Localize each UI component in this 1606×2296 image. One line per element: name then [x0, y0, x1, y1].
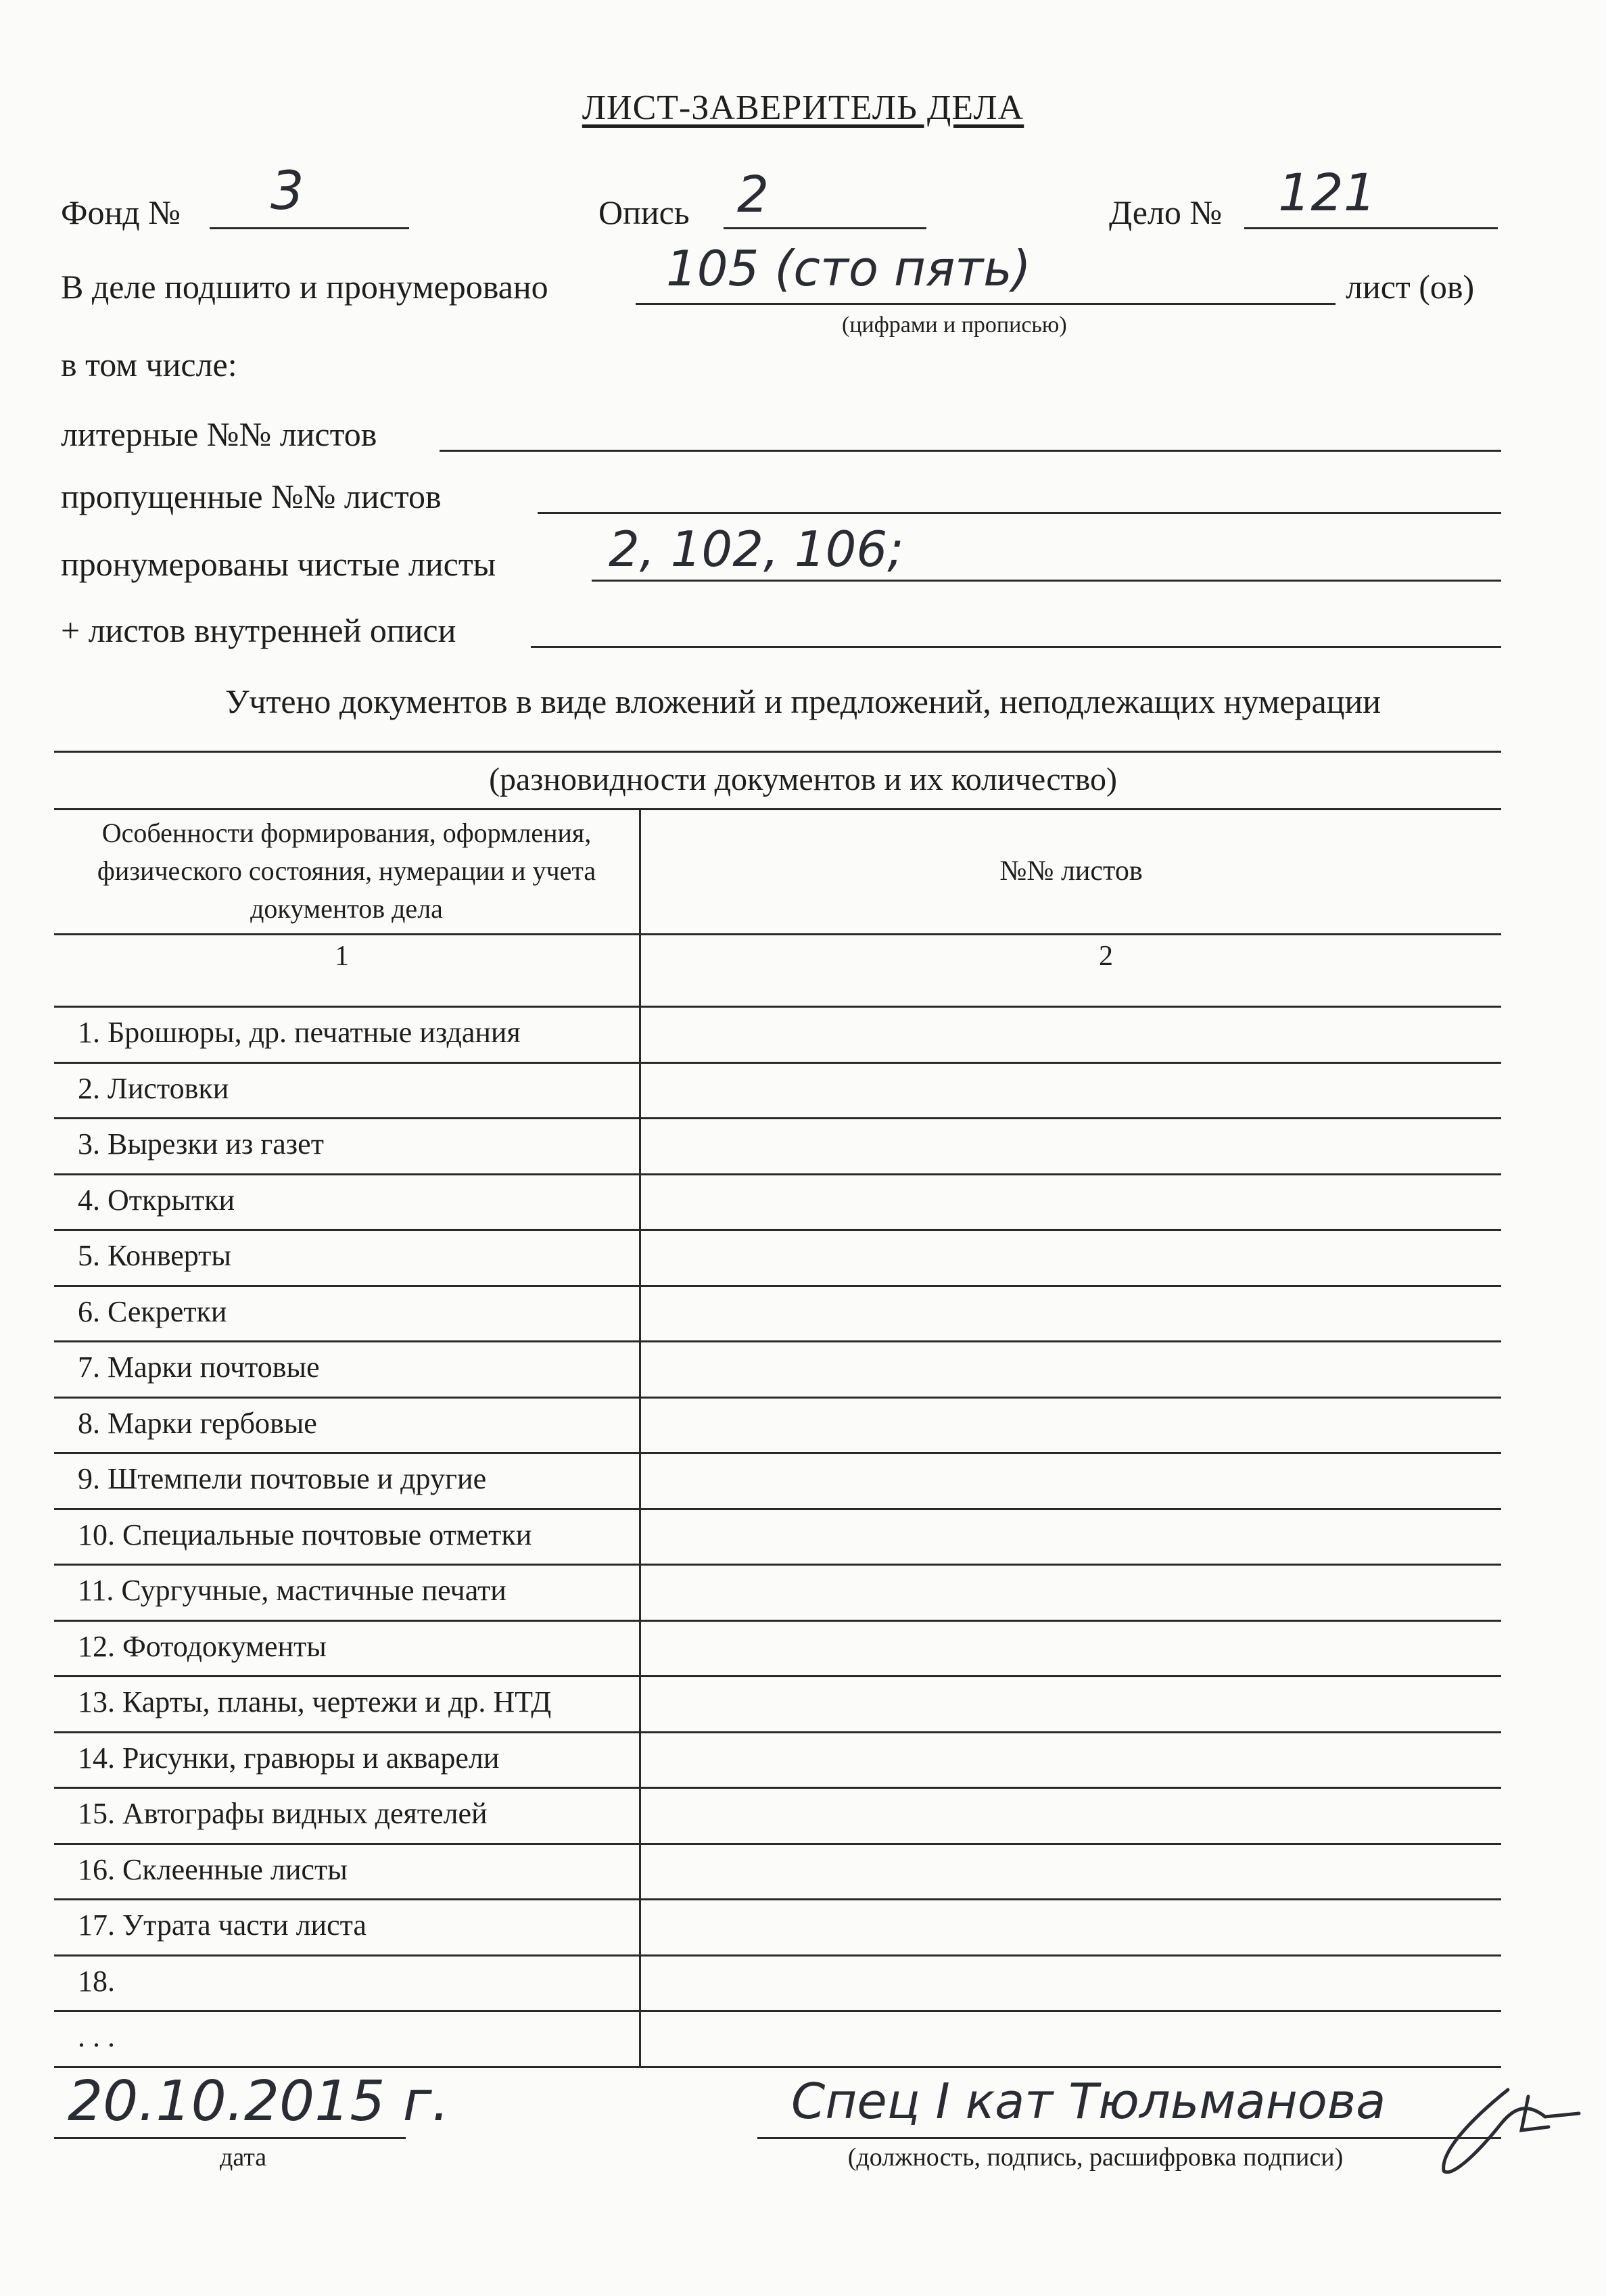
fond-line: [210, 227, 409, 229]
table-row-rule: [54, 2066, 1501, 2068]
table-row-label: 11. Сургучные, мастичные печати: [78, 1574, 506, 1607]
table-row-label: 16. Склеенные листы: [78, 1852, 348, 1886]
inner-inventory-line: [531, 646, 1501, 648]
sewn-label: В деле подшито и пронумеровано: [61, 268, 548, 306]
sewn-value: 105 (сто пять): [666, 240, 1031, 297]
table-row-rule: [54, 2010, 1501, 2012]
blank-sheets-line: [592, 580, 1501, 582]
table-row-rule: [54, 1843, 1501, 1845]
table-row-label: 17. Утрата части листа: [78, 1908, 367, 1942]
table-row-rule: [54, 1173, 1501, 1175]
table-row-rule: [54, 1564, 1501, 1566]
table-row-label: 10. Специальные почтовые отметки: [78, 1518, 532, 1551]
inner-inventory-label: + листов внутренней описи: [61, 611, 456, 649]
signature-value: Спец I кат Тюльманова: [791, 2073, 1386, 2130]
table-row-rule: [54, 1117, 1501, 1119]
opis-label: Опись: [598, 193, 690, 231]
col2-number: 2: [1099, 941, 1113, 972]
table-row-label: 3. Вырезки из газет: [78, 1127, 324, 1161]
accounted-line: [54, 751, 1501, 753]
table-row-rule: [54, 1675, 1501, 1677]
opis-line: [724, 227, 926, 229]
table-row-label: 15. Автографы видных деятелей: [78, 1797, 488, 1830]
table-row-label: 1. Брошюры, др. печатные издания: [78, 1016, 521, 1049]
date-label: дата: [220, 2143, 267, 2172]
table-row-label: 4. Открытки: [78, 1183, 235, 1217]
table-row-label: 5. Конверты: [78, 1239, 231, 1272]
accounted-heading: Учтено документов в виде вложений и предложений, неподлежащих нумерации: [225, 682, 1381, 720]
table-row-rule: [54, 1620, 1501, 1622]
table-row-rule: [54, 1731, 1501, 1733]
letter-sheets-line: [440, 450, 1501, 452]
table-row-rule: [54, 1229, 1501, 1231]
skipped-sheets-line: [538, 512, 1501, 514]
table-row-rule: [54, 1285, 1501, 1287]
table-row-label: 18.: [78, 1964, 115, 1998]
table-row-rule: [54, 1508, 1501, 1510]
signature-flourish-icon: [1427, 2076, 1582, 2184]
col1-number: 1: [335, 941, 349, 972]
table-row-rule: [54, 1954, 1501, 1957]
table-row-rule: [54, 1452, 1501, 1454]
date-line: [54, 2137, 406, 2139]
blank-sheets-label: пронумерованы чистые листы: [61, 545, 496, 583]
table-column-divider: [639, 808, 641, 2066]
fond-value: 3: [270, 161, 304, 222]
table-row-label: 2. Листовки: [78, 1071, 229, 1105]
opis-value: 2: [737, 166, 770, 224]
signature-label: (должность, подпись, расшифровка подписи): [847, 2143, 1344, 2172]
delo-line: [1244, 227, 1498, 229]
table-row-rule: [54, 1397, 1501, 1399]
delo-value: 121: [1278, 162, 1377, 222]
features-table: [54, 808, 1501, 2066]
date-value: 20.10.2015 г.: [68, 2069, 450, 2134]
table-row-rule: [54, 1062, 1501, 1064]
varieties-hint: (разновидности документов и их количество): [489, 762, 1117, 797]
including-label: в том числе:: [61, 346, 237, 383]
table-row-label: 7. Марки почтовые: [78, 1351, 320, 1384]
header-rule: [54, 933, 1501, 935]
delo-label: Дело №: [1109, 193, 1223, 231]
table-row-label: 6. Секретки: [78, 1294, 227, 1328]
table-row-rule: [54, 1787, 1501, 1789]
sewn-line: [636, 303, 1336, 305]
table-row-rule: [54, 1340, 1501, 1342]
table-row-label: 14. Рисунки, гравюры и акварели: [78, 1741, 500, 1775]
letter-sheets-label: литерные №№ листов: [61, 415, 377, 453]
page-title: ЛИСТ-ЗАВЕРИТЕЛЬ ДЕЛА: [582, 89, 1024, 127]
number-rule: [54, 1006, 1501, 1008]
signature-line: [757, 2137, 1501, 2139]
table-row-label: 12. Фотодокументы: [78, 1629, 327, 1663]
skipped-sheets-label: пропущенные №№ листов: [61, 477, 442, 515]
table-row-label: . . .: [78, 2020, 115, 2053]
table-row-label: 13. Карты, планы, чертежи и др. НТД: [78, 1685, 552, 1718]
blank-sheets-value: 2, 102, 106;: [609, 521, 904, 578]
sewn-suffix: лист (ов): [1346, 268, 1475, 306]
sewn-hint: (цифрами и прописью): [842, 312, 1067, 337]
fond-label: Фонд №: [61, 193, 181, 231]
col1-header: Особенности формирования, оформления, физического состояния, нумерации и учета документов дела: [97, 817, 596, 924]
table-row-label: 9. Штемпели почтовые и другие: [78, 1462, 487, 1495]
table-row-label: 8. Марки гербовые: [78, 1406, 317, 1440]
col2-header: №№ листов: [999, 855, 1143, 887]
table-row-rule: [54, 1898, 1501, 1900]
